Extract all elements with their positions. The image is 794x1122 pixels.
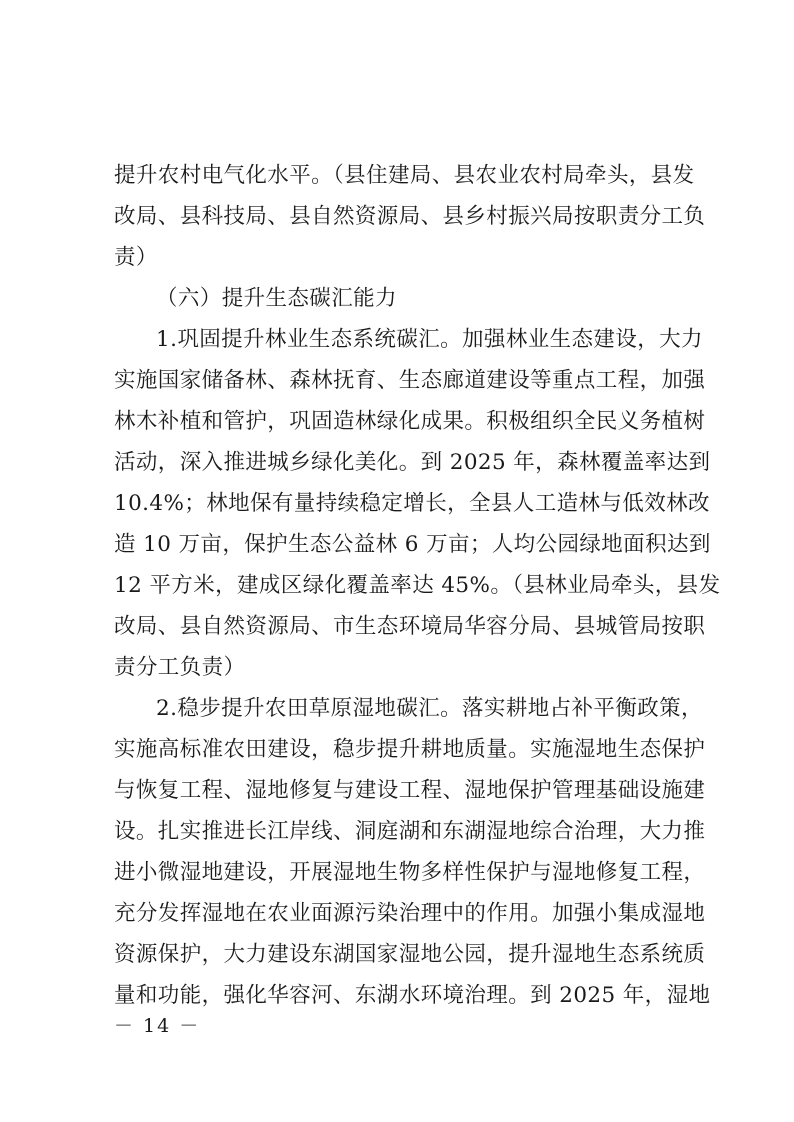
paragraph-first-line: 2.稳步提升农田草原湿地碳汇。落实耕地占补平衡政策， [156, 696, 703, 721]
text-line: 造 10 万亩，保护生态公益林 6 万亩；人均公园绿地面积达到 [114, 532, 711, 557]
text-line: 活动，深入推进城乡绿化美化。到 2025 年，森林覆盖率达到 [114, 450, 711, 475]
paragraph-first-line: 1.巩固提升林业生态系统碳汇。加强林业生态建设，大力 [156, 327, 703, 352]
text-line: 改局、县科技局、县自然资源局、县乡村振兴局按职责分工负 [114, 204, 706, 229]
text-line: 设。扎实推进长江岸线、洞庭湖和东湖湿地综合治理，大力推 [114, 819, 706, 844]
text-line: 进小微湿地建设，开展湿地生物多样性保护与湿地修复工程， [114, 860, 706, 885]
text-line: 责分工负责） [114, 655, 246, 680]
text-line: 量和功能，强化华容河、东湖水环境治理。到 2025 年，湿地 [114, 983, 711, 1008]
text-line: 充分发挥湿地在农业面源污染治理中的作用。加强小集成湿地 [114, 901, 706, 926]
text-line: 资源保护，大力建设东湖国家湿地公园，提升湿地生态系统质 [114, 942, 706, 967]
text-line: 12 平方米，建成区绿化覆盖率达 45%。（县林业局牵头，县发 [114, 573, 721, 598]
text-line: 提升农村电气化水平。（县住建局、县农业农村局牵头，县发 [114, 163, 695, 188]
section-heading: （六）提升生态碳汇能力 [156, 286, 397, 311]
text-line: 与恢复工程、湿地修复与建设工程、湿地保护管理基础设施建 [114, 778, 706, 803]
text-line: 改局、县自然资源局、市生态环境局华容分局、县城管局按职 [114, 614, 706, 639]
text-line: 实施国家储备林、森林抚育、生态廊道建设等重点工程，加强 [114, 368, 706, 393]
page-number: － 14 － [114, 1015, 201, 1037]
text-line: 实施高标准农田建设，稳步提升耕地质量。实施湿地生态保护 [114, 737, 706, 762]
text-line: 林木补植和管护，巩固造林绿化成果。积极组织全民义务植树 [114, 409, 706, 434]
text-line: 10.4%；林地保有量持续稳定增长，全县人工造林与低效林改 [114, 491, 710, 516]
text-line: 责） [114, 245, 158, 270]
